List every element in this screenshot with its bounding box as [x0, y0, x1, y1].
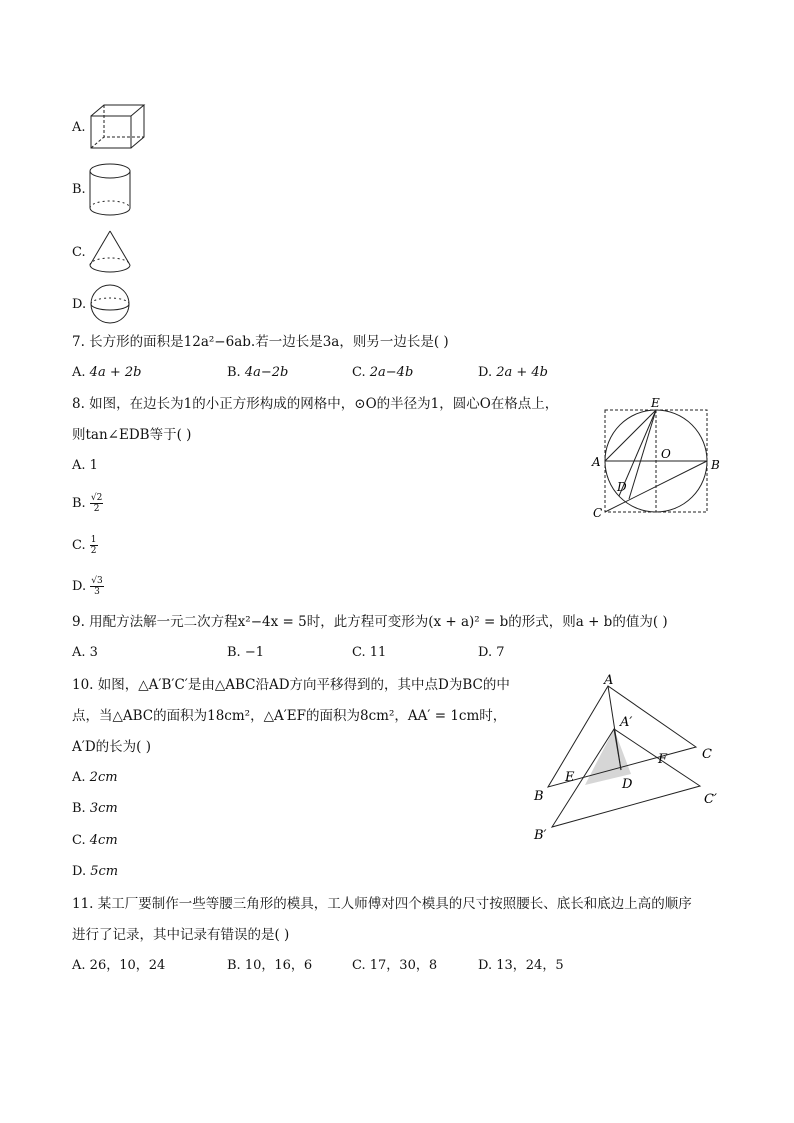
- q7-option-b: B. 4a−2b: [227, 365, 289, 380]
- q10-label-e: E: [565, 770, 575, 785]
- q8-label-c: C: [593, 506, 603, 520]
- q8-label-a: A: [592, 455, 601, 469]
- q11-option-a: A. 26，10，24: [72, 958, 166, 973]
- q8-option-d: D. $\frac{√3}{3}$: [72, 576, 103, 597]
- q10-label-d: D: [622, 777, 633, 792]
- q10-label-a-prime: A′: [620, 715, 633, 730]
- q8-circle-grid-figure: [585, 396, 725, 526]
- q9-option-a: A. 3: [72, 645, 98, 660]
- q6-option-a-letter: A.: [72, 120, 86, 135]
- q9-option-c: C. 11: [352, 645, 387, 660]
- cube-figure: [86, 102, 152, 152]
- q10-label-b: B: [534, 789, 544, 804]
- q10-option-b: B. 3cm: [72, 801, 118, 816]
- q9-option-b: B. −1: [227, 645, 264, 660]
- q10-triangle-figure: [528, 672, 728, 844]
- q8-label-o: O: [661, 447, 671, 461]
- q10-label-c: C: [702, 747, 712, 762]
- q8-option-b: B. $\frac{√2}{2}$: [72, 493, 103, 514]
- q10-stem-line2: 点，当△ABC的面积为18cm²，△A′EF的面积为8cm²，AA′ = 1cm时，: [72, 708, 507, 724]
- q10-label-a: A: [604, 673, 614, 688]
- q11-stem-line1: 11. 某工厂要制作一些等腰三角形的模具，工人师傅对四个模具的尺寸按照腰长、底长和底边上高的顺序: [72, 896, 692, 912]
- q10-option-c: C. 4cm: [72, 833, 118, 848]
- q6-option-b-letter: B.: [72, 182, 86, 197]
- q10-option-d: D. 5cm: [72, 864, 119, 879]
- q11-option-c: C. 17，30，8: [352, 958, 438, 973]
- q6-option-c-letter: C.: [72, 245, 86, 260]
- q8-label-b: B: [711, 458, 720, 472]
- q8-label-e: E: [651, 396, 660, 410]
- q6-option-d-letter: D.: [72, 297, 87, 312]
- q10-option-a: A. 2cm: [72, 770, 118, 785]
- q10-label-c-prime: C′: [704, 792, 717, 807]
- q9-stem: 9. 用配方法解一元二次方程x²−4x = 5时，此方程可变形为(x + a)² = b的形式，则a + b的值为( ): [72, 614, 668, 630]
- q10-label-f: F: [658, 752, 668, 767]
- q8-option-a: A. 1: [72, 458, 98, 473]
- q7-option-a: A. 4a + 2b: [72, 365, 142, 380]
- cylinder-figure: [86, 162, 136, 218]
- q11-option-d: D. 13，24，5: [478, 958, 564, 973]
- q9-option-d: D. 7: [478, 645, 505, 660]
- q7-option-c: C. 2a−4b: [352, 365, 414, 380]
- q8-stem-line1: 8. 如图，在边长为1的小正方形构成的网格中，⊙O的半径为1，圆心O在格点上，: [72, 396, 559, 412]
- cone-figure: [86, 228, 136, 278]
- q11-option-b: B. 10，16，6: [227, 958, 313, 973]
- q10-stem-line1: 10. 如图，△A′B′C′是由△ABC沿AD方向平移得到的，其中点D为BC的中: [72, 677, 510, 693]
- q7-option-d: D. 2a + 4b: [478, 365, 549, 380]
- q8-stem-line2: 则tan∠EDB等于( ): [72, 427, 192, 443]
- q8-option-c: C. $\frac{1}{2}$: [72, 535, 97, 556]
- sphere-figure: [86, 284, 136, 326]
- q10-stem-line3: A′D的长为( ): [72, 739, 151, 755]
- q7-stem: 7. 长方形的面积是12a²−6ab.若一边长是3a，则另一边长是( ): [72, 334, 449, 350]
- q10-label-b-prime: B′: [534, 828, 547, 843]
- q8-label-d: D: [617, 480, 627, 494]
- q11-stem-line2: 进行了记录，其中记录有错误的是( ): [72, 927, 290, 943]
